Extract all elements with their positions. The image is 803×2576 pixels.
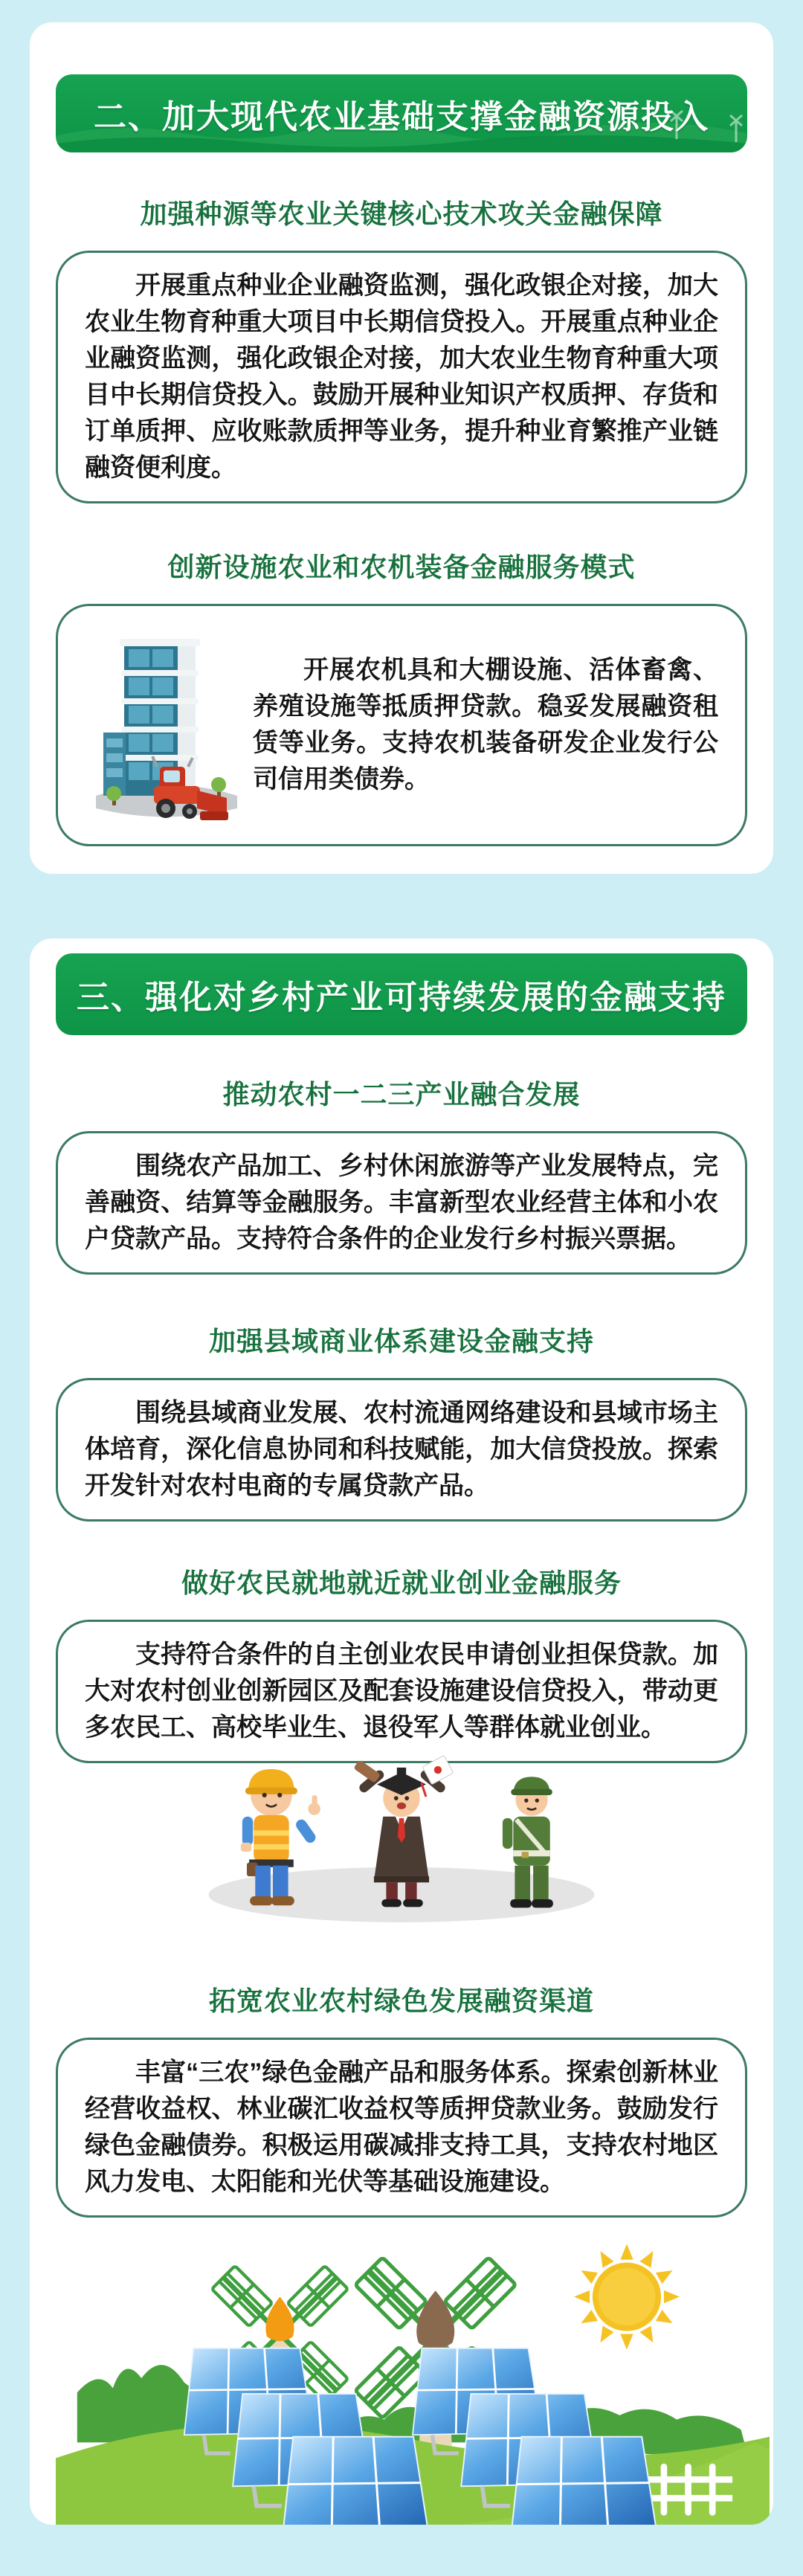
subtitle-employment-services: 做好农民就地就近就业创业金融服务 <box>181 1568 622 1598</box>
textbox-seed-finance <box>56 251 747 503</box>
section-3-title: 三、强化对乡村产业可持续发展的金融支持 <box>77 979 726 1016</box>
textbox-county-commerce <box>56 1378 747 1522</box>
card-section-3 <box>30 938 773 2525</box>
subtitle-county-commerce: 加强县域商业体系建设金融支持 <box>208 1326 594 1356</box>
office-building-icon <box>103 639 200 796</box>
section-2-title: 二、加大现代农业基础支撑金融资源投入 <box>94 98 709 135</box>
textbox-employment-services <box>56 1620 747 1763</box>
textbox-machinery-finance <box>56 604 747 846</box>
worker-graduate-soldier-illustration <box>156 1745 647 1925</box>
paragraph-green-finance: 丰富“三农”绿色金融产品和服务体系。探索创新林业经营收益权、林业碳汇收益权等质押贷款业务。鼓励发行绿色金融债券。积极运用碳减排支持工具，支持农村地区风力发电、太阳能和光伏等基础设施建设。 <box>85 2058 718 2196</box>
paragraph-seed-finance: 开展重点种业企业融资监测，强化政银企对接，加大农业生物育种重大项目中长期信贷投入。开展重点种业企业融资监测，强化政银企对接，加大农业生物育种重大项目中长期信贷投入。鼓励开展种业知识产权质押、存货和订单质押、应收账款质押等业务，提升种业育繁推产业链融资便利度。 <box>85 271 718 482</box>
subtitle-green-finance: 拓宽农业农村绿色发展融资渠道 <box>208 1986 594 2016</box>
subtitle-industry-integration: 推动农村一二三产业融合发展 <box>222 1079 581 1110</box>
people-illustration <box>30 1745 773 1928</box>
paragraph-county-commerce: 围绕县域商业发展、农村流通网络建设和县域市场主体培育，深化信息协同和科技赋能，加大信贷投放。探索开发针对农村电商的专属贷款产品。 <box>85 1399 718 1500</box>
paragraph-industry-integration: 围绕农产品加工、乡村休闲旅游等产业发展特点，完善融资、结算等金融服务。丰富新型农业经营主体和小农户贷款产品。支持符合条件的企业发行乡村振兴票据。 <box>85 1152 718 1253</box>
sun-icon <box>574 2244 680 2350</box>
textbox-industry-integration <box>56 1131 747 1275</box>
green-energy-scene <box>56 2228 770 2525</box>
page-background <box>0 22 803 2576</box>
office-building-harvester-illustration <box>85 621 248 829</box>
banner-section-2 <box>56 74 747 152</box>
subtitle-machinery-finance: 创新设施农业和农机装备金融服务模式 <box>167 552 636 582</box>
paragraph-machinery-finance: 开展农机具和大棚设施、活体畜禽、养殖设施等抵质押贷款。稳妥发展融资租赁等业务。支持农机装备研发企业发行公司信用类债券。 <box>253 656 718 793</box>
subtitle-seed-finance: 加强种源等农业关键核心技术攻关金融保障 <box>140 199 663 229</box>
banner-section-3 <box>56 953 747 1035</box>
green-energy-illustration <box>56 2228 747 2525</box>
paragraph-employment-services: 支持符合条件的自主创业农民申请创业担保贷款。加大对农村创业创新园区及配套设施建设信贷投入，带动更多农民工、高校毕业生、退役军人等群体就业创业。 <box>85 1640 718 1742</box>
card-section-2 <box>30 22 773 874</box>
textbox-green-finance <box>56 2038 747 2218</box>
